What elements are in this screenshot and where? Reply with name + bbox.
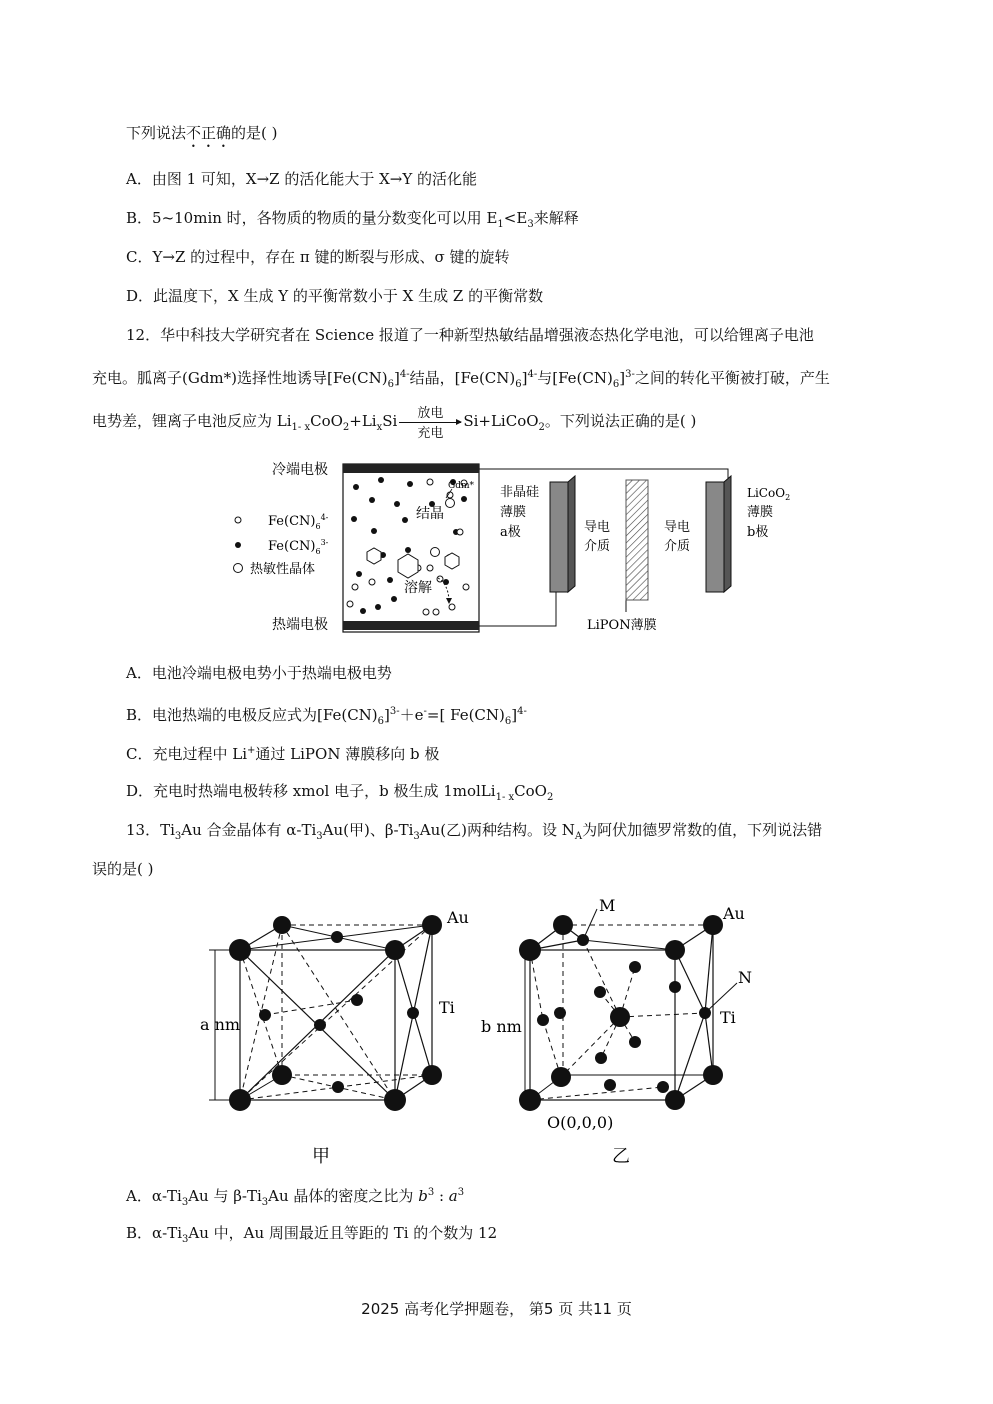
- jia-au-label: Au: [447, 908, 469, 927]
- q11-option-b: B．5~10min 时，各物质的物质的量分数变化可以用 $E_1<E_3$来解释: [126, 209, 579, 230]
- yi-edge-label: b nm: [481, 1017, 522, 1036]
- yi-au-label: Au: [723, 904, 745, 923]
- q11-option-a: A．由图 1 可知，X→Z 的活化能大于 X→Y 的活化能: [126, 170, 478, 188]
- yi-caption: 乙: [612, 1146, 630, 1167]
- cold-electrode: [343, 464, 479, 473]
- q11-stem: 下列说法不正确的是( ): [126, 124, 278, 142]
- q11-option-c: C．Y→Z 的过程中，存在 π 键的断裂与形成、σ 键的旋转: [126, 248, 510, 266]
- medium-left-1: 导电: [584, 520, 611, 535]
- yi-ti-label: Ti: [720, 1008, 736, 1027]
- q12-stem-line3: 电势差，锂离子电池反应为 $Li_{1- x}CoO_2+Li_xSi$ $\frac{\text{放电}}{\text{充电}}$ Si+LiCoO$_2$。下列说法正确的是( ): [92, 406, 697, 441]
- medium-right-2: 介质: [664, 539, 691, 554]
- reaction-arrow: $\frac{\text{放电}}{\text{充电}}$: [399, 411, 461, 433]
- lipon-membrane: [626, 480, 648, 600]
- b-electrode-label-1: LiCoO$_2$: [747, 486, 791, 502]
- gdm-label: Gdm*: [448, 481, 474, 491]
- svg-text:Fe(CN)64-: $Fe(CN)_6^{4-}$: [268, 513, 329, 531]
- q12-stem-line1: 12．华中科技大学研究者在 Science 报道了一种新型热敏结晶增强液态热化学电池，可以给锂离子电池: [126, 326, 814, 344]
- svg-text:热敏性晶体: 热敏性晶体: [250, 562, 316, 577]
- crystal-structures: [175, 895, 855, 1167]
- a-electrode-plate: [550, 482, 568, 592]
- q13-stem-line2: 误的是( ): [92, 860, 154, 878]
- q12-stem-line2: 充电。胍离子(Gdm*)选择性地诱导$[Fe(CN)_6]^{4-}$结晶，$[Fe(CN)_6]^{4-}$与$[Fe(CN)_6]^{3-}$之间的转化平衡被打破，产生: [92, 369, 830, 390]
- q12-option-b: B．电池热端的电极反应式为$[Fe(CN)_6]^{3-}+e^-=$[ $Fe(CN)_6]^{4-}$: [126, 706, 527, 727]
- a-electrode-label-3: a极: [500, 525, 521, 540]
- dissolve-label: 溶解: [404, 580, 432, 596]
- q12-option-a: A．电池冷端电极电势小于热端电极电势: [126, 664, 392, 682]
- b-electrode-label-3: b极: [747, 525, 769, 540]
- q13-stem-line1: 13．$Ti_3Au$ 合金晶体有 $\alpha-Ti_3Au$(甲)、$\beta-Ti_3Au$(乙)两种结构。设 $N_A$为阿伏加德罗常数的值，下列说法错: [126, 821, 823, 842]
- q12-option-d: D．充电时热端电极转移 xmol 电子，b 极生成 1molLi$_{1- x}$CoO$_2$: [126, 782, 554, 803]
- q13-option-a: A．$\alpha-Ti_3Au$ 与 $\beta-Ti_3Au$ 晶体的密度之比为 $b^3$ : $a^3$: [126, 1187, 465, 1208]
- q13-option-b: B．$\alpha-Ti_3Au$ 中，Au 周围最近且等距的 Ti 的个数为 12: [126, 1224, 498, 1245]
- svg-text:Fe(CN)63-: $Fe(CN)_6^{3-}$: [268, 538, 329, 556]
- q12-option-c: C．充电过程中 Li+通过 LiPON 薄膜移向 b 极: [126, 745, 440, 763]
- b-electrode-label-2: 薄膜: [747, 505, 774, 520]
- crystallize-label: 结晶: [416, 506, 444, 522]
- yi-m-label: M: [599, 896, 616, 915]
- page-footer: 2025 高考化学押题卷， 第5 页 共11 页: [361, 1300, 632, 1318]
- battery-legend: [230, 505, 350, 581]
- a-electrode-label-1: 非晶硅: [500, 485, 540, 500]
- hot-electrode-label: 热端电极: [272, 617, 328, 633]
- q11-option-d: D．此温度下，X 生成 Y 的平衡常数小于 X 生成 Z 的平衡常数: [126, 287, 544, 305]
- lipon-label: LiPON薄膜: [587, 618, 657, 633]
- cold-electrode-label: 冷端电极: [272, 462, 328, 478]
- medium-left-2: 介质: [584, 539, 611, 554]
- yi-n-label: N: [738, 968, 752, 987]
- jia-caption: 甲: [312, 1146, 330, 1167]
- jia-edge-label: a nm: [200, 1015, 241, 1034]
- yi-origin-label: O(0,0,0): [547, 1113, 614, 1132]
- a-electrode-label-2: 薄膜: [500, 505, 527, 520]
- hot-electrode: [343, 621, 479, 630]
- b-electrode-plate: [706, 482, 724, 592]
- jia-ti-label: Ti: [439, 998, 455, 1017]
- medium-right-1: 导电: [664, 520, 691, 535]
